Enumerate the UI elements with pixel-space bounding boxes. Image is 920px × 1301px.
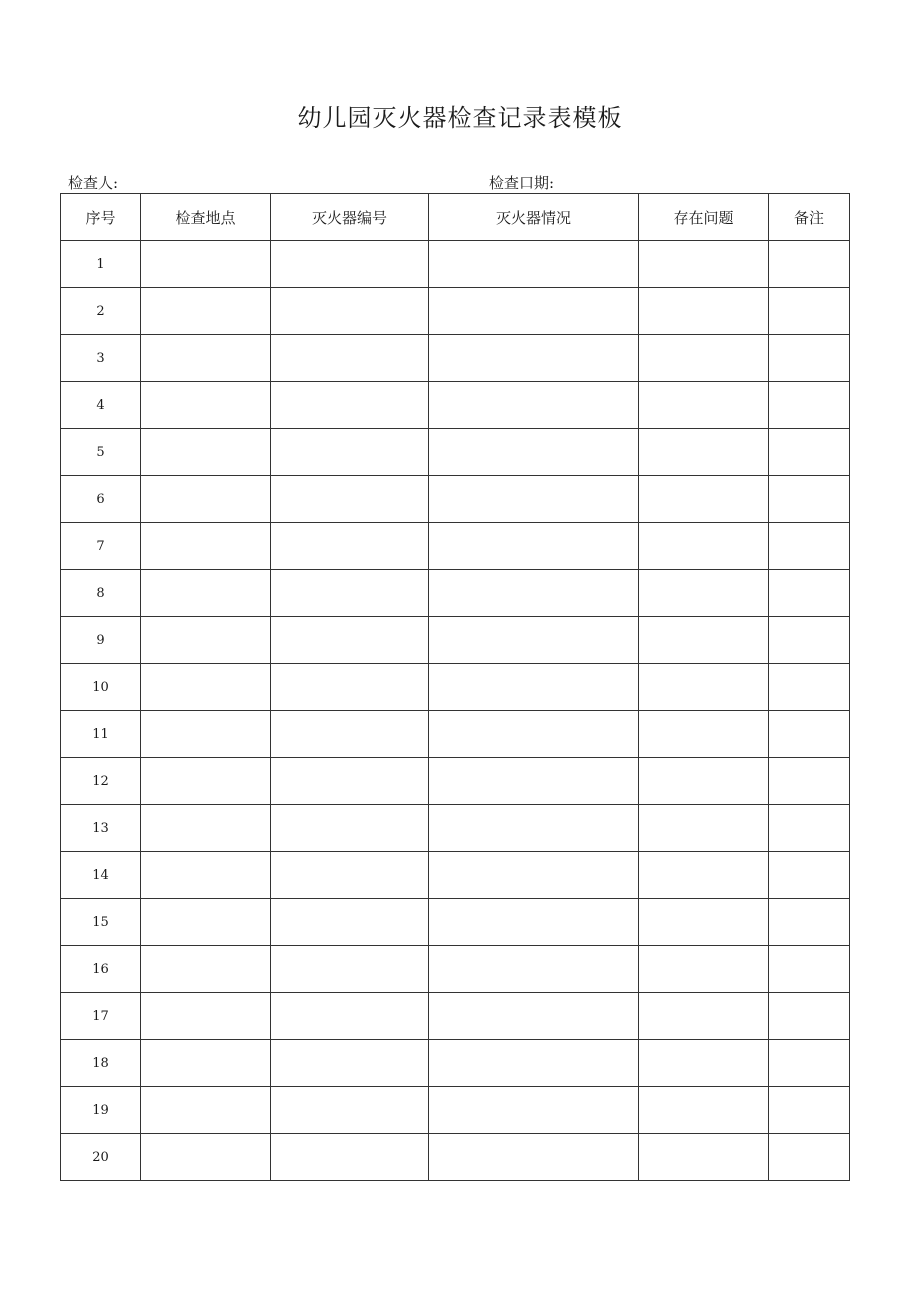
row-number-cell: 18 — [61, 1040, 141, 1087]
problems-cell[interactable] — [639, 523, 769, 570]
problems-cell[interactable] — [639, 382, 769, 429]
remarks-cell[interactable] — [769, 711, 850, 758]
extinguisher-number-cell[interactable] — [271, 570, 429, 617]
remarks-cell[interactable] — [769, 288, 850, 335]
table-header-row — [61, 194, 850, 241]
extinguisher-number-cell[interactable] — [271, 664, 429, 711]
extinguisher-number-cell[interactable] — [271, 1134, 429, 1181]
condition-cell[interactable] — [429, 1134, 639, 1181]
header-serial-number: 序号 — [61, 194, 141, 241]
remarks-cell[interactable] — [769, 617, 850, 664]
remarks-cell[interactable] — [769, 899, 850, 946]
location-cell[interactable] — [141, 1087, 271, 1134]
table-row — [61, 1087, 850, 1134]
table-row — [61, 382, 850, 429]
header-remarks: 备注 — [769, 194, 850, 241]
condition-cell[interactable] — [429, 805, 639, 852]
condition-cell[interactable] — [429, 852, 639, 899]
location-cell[interactable] — [141, 993, 271, 1040]
row-number-cell: 12 — [61, 758, 141, 805]
extinguisher-number-cell[interactable] — [271, 852, 429, 899]
extinguisher-number-cell[interactable] — [271, 1087, 429, 1134]
location-cell[interactable] — [141, 288, 271, 335]
extinguisher-number-cell[interactable] — [271, 241, 429, 288]
extinguisher-number-cell[interactable] — [271, 993, 429, 1040]
problems-cell[interactable] — [639, 288, 769, 335]
extinguisher-number-cell[interactable] — [271, 711, 429, 758]
header-inspection-location: 检查地点 — [141, 194, 271, 241]
remarks-cell[interactable] — [769, 429, 850, 476]
condition-cell[interactable] — [429, 523, 639, 570]
row-number-cell: 13 — [61, 805, 141, 852]
extinguisher-number-cell[interactable] — [271, 429, 429, 476]
problems-cell[interactable] — [639, 711, 769, 758]
problems-cell[interactable] — [639, 946, 769, 993]
remarks-cell[interactable] — [769, 993, 850, 1040]
location-cell[interactable] — [141, 570, 271, 617]
table-row — [61, 805, 850, 852]
problems-cell[interactable] — [639, 476, 769, 523]
row-number-cell: 9 — [61, 617, 141, 664]
condition-cell[interactable] — [429, 1087, 639, 1134]
location-cell[interactable] — [141, 664, 271, 711]
extinguisher-number-cell[interactable] — [271, 382, 429, 429]
problems-cell[interactable] — [639, 805, 769, 852]
table-row — [61, 335, 850, 382]
row-number-cell: 11 — [61, 711, 141, 758]
location-cell[interactable] — [141, 899, 271, 946]
table-body — [61, 241, 850, 1181]
header-extinguisher-condition: 灭火器情况 — [429, 194, 639, 241]
extinguisher-number-cell[interactable] — [271, 1040, 429, 1087]
row-number-cell: 15 — [61, 899, 141, 946]
problems-cell[interactable] — [639, 664, 769, 711]
condition-cell[interactable] — [429, 617, 639, 664]
table-row — [61, 241, 850, 288]
table-row — [61, 1134, 850, 1181]
remarks-cell[interactable] — [769, 1040, 850, 1087]
condition-cell[interactable] — [429, 241, 639, 288]
table-row — [61, 288, 850, 335]
remarks-cell[interactable] — [769, 1087, 850, 1134]
row-number-cell: 16 — [61, 946, 141, 993]
condition-cell[interactable] — [429, 711, 639, 758]
condition-cell[interactable] — [429, 664, 639, 711]
row-number-cell: 4 — [61, 382, 141, 429]
location-cell[interactable] — [141, 241, 271, 288]
condition-cell[interactable] — [429, 570, 639, 617]
table-row — [61, 993, 850, 1040]
row-number-cell: 7 — [61, 523, 141, 570]
row-number-cell: 8 — [61, 570, 141, 617]
problems-cell[interactable] — [639, 570, 769, 617]
condition-cell[interactable] — [429, 288, 639, 335]
table-row — [61, 852, 850, 899]
remarks-cell[interactable] — [769, 570, 850, 617]
table-row — [61, 946, 850, 993]
table-row — [61, 617, 850, 664]
condition-cell[interactable] — [429, 993, 639, 1040]
extinguisher-number-cell[interactable] — [271, 617, 429, 664]
problems-cell[interactable] — [639, 852, 769, 899]
extinguisher-number-cell[interactable] — [271, 523, 429, 570]
table-row — [61, 1040, 850, 1087]
condition-cell[interactable] — [429, 946, 639, 993]
remarks-cell[interactable] — [769, 241, 850, 288]
problems-cell[interactable] — [639, 1040, 769, 1087]
extinguisher-number-cell[interactable] — [271, 335, 429, 382]
document-title: 幼儿园灭火器检查记录表模板 — [297, 104, 623, 132]
location-cell[interactable] — [141, 335, 271, 382]
location-cell[interactable] — [141, 429, 271, 476]
remarks-cell[interactable] — [769, 523, 850, 570]
extinguisher-number-cell[interactable] — [271, 899, 429, 946]
row-number-cell: 2 — [61, 288, 141, 335]
location-cell[interactable] — [141, 1040, 271, 1087]
condition-cell[interactable] — [429, 899, 639, 946]
table-row — [61, 476, 850, 523]
row-number-cell: 14 — [61, 852, 141, 899]
problems-cell[interactable] — [639, 1087, 769, 1134]
table-row — [61, 664, 850, 711]
table-row — [61, 711, 850, 758]
inspection-date-label: 检查口期: — [489, 174, 555, 192]
extinguisher-number-cell[interactable] — [271, 946, 429, 993]
remarks-cell[interactable] — [769, 664, 850, 711]
remarks-cell[interactable] — [769, 758, 850, 805]
problems-cell[interactable] — [639, 1134, 769, 1181]
remarks-cell[interactable] — [769, 946, 850, 993]
inspector-label: 检查人: — [68, 174, 119, 192]
row-number-cell: 19 — [61, 1087, 141, 1134]
table-row — [61, 570, 850, 617]
extinguisher-number-cell[interactable] — [271, 288, 429, 335]
row-number-cell: 3 — [61, 335, 141, 382]
remarks-cell[interactable] — [769, 382, 850, 429]
remarks-cell[interactable] — [769, 335, 850, 382]
header-extinguisher-number: 灭火器编号 — [271, 194, 429, 241]
remarks-cell[interactable] — [769, 852, 850, 899]
row-number-cell: 1 — [61, 241, 141, 288]
location-cell[interactable] — [141, 758, 271, 805]
remarks-cell[interactable] — [769, 805, 850, 852]
table-row — [61, 899, 850, 946]
extinguisher-number-cell[interactable] — [271, 476, 429, 523]
location-cell[interactable] — [141, 523, 271, 570]
problems-cell[interactable] — [639, 758, 769, 805]
location-cell[interactable] — [141, 1134, 271, 1181]
remarks-cell[interactable] — [769, 1134, 850, 1181]
row-number-cell: 17 — [61, 993, 141, 1040]
inspection-record-table — [60, 193, 850, 1181]
location-cell[interactable] — [141, 711, 271, 758]
extinguisher-number-cell[interactable] — [271, 805, 429, 852]
location-cell[interactable] — [141, 382, 271, 429]
condition-cell[interactable] — [429, 335, 639, 382]
problems-cell[interactable] — [639, 617, 769, 664]
remarks-cell[interactable] — [769, 476, 850, 523]
table-row — [61, 429, 850, 476]
location-cell[interactable] — [141, 617, 271, 664]
problems-cell[interactable] — [639, 241, 769, 288]
problems-cell[interactable] — [639, 335, 769, 382]
extinguisher-number-cell[interactable] — [271, 758, 429, 805]
condition-cell[interactable] — [429, 1040, 639, 1087]
condition-cell[interactable] — [429, 382, 639, 429]
location-cell[interactable] — [141, 476, 271, 523]
table-row — [61, 523, 850, 570]
condition-cell[interactable] — [429, 476, 639, 523]
condition-cell[interactable] — [429, 758, 639, 805]
header-existing-problems: 存在问题 — [639, 194, 769, 241]
location-cell[interactable] — [141, 946, 271, 993]
location-cell[interactable] — [141, 805, 271, 852]
row-number-cell: 6 — [61, 476, 141, 523]
problems-cell[interactable] — [639, 899, 769, 946]
problems-cell[interactable] — [639, 429, 769, 476]
row-number-cell: 20 — [61, 1134, 141, 1181]
row-number-cell: 10 — [61, 664, 141, 711]
condition-cell[interactable] — [429, 429, 639, 476]
row-number-cell: 5 — [61, 429, 141, 476]
problems-cell[interactable] — [639, 993, 769, 1040]
table-row — [61, 758, 850, 805]
location-cell[interactable] — [141, 852, 271, 899]
